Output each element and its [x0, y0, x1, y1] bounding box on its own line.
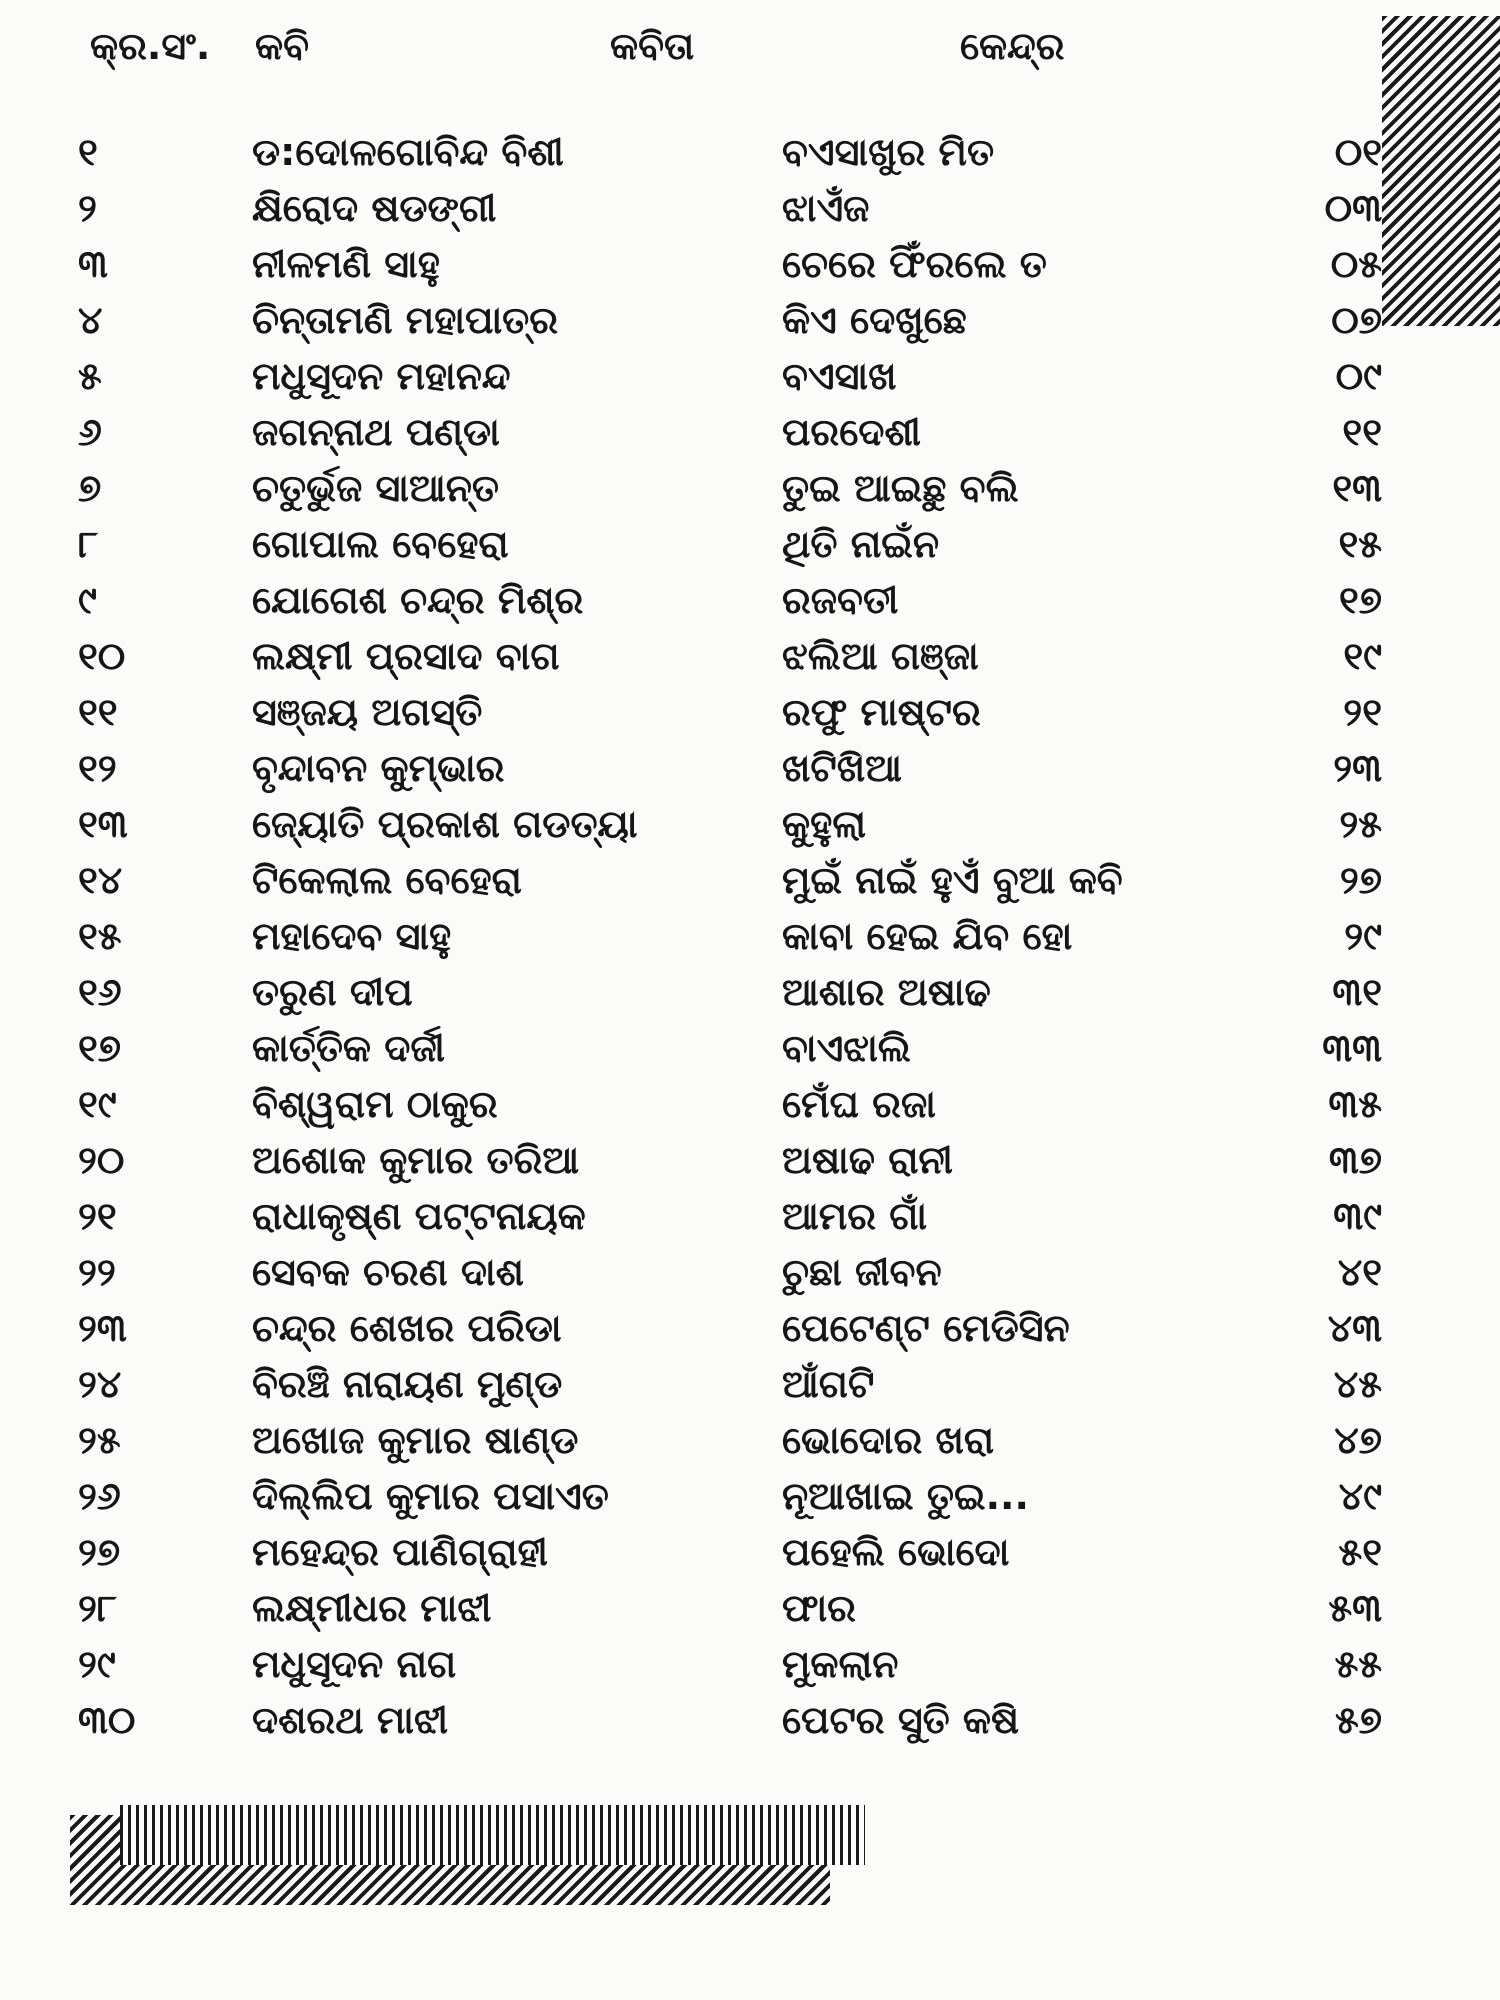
contents-table — [0, 124, 1500, 1748]
table-row — [0, 796, 1500, 852]
poet-name: ଅଶୋକ କୁମାର ତରିଆ — [252, 1138, 580, 1182]
table-header — [0, 14, 1500, 84]
serial-number: ୧୧ — [78, 690, 118, 734]
serial-number: ୧୪ — [78, 858, 123, 902]
page-number: ୪୫ — [1333, 1362, 1382, 1406]
poet-name: ଗୋପାଲ ବେହେରା — [252, 522, 509, 566]
serial-number: ୩ — [78, 242, 108, 286]
poem-title: ପରଦେଶୀ — [782, 410, 921, 454]
table-row — [0, 1692, 1500, 1748]
poem-title: ରଫୁ ମାଷ୍ଟର — [782, 690, 981, 734]
header-serial: କ୍ର.ସଂ. — [90, 24, 211, 68]
serial-number: ୨୮ — [78, 1586, 117, 1630]
table-row — [0, 572, 1500, 628]
page-number: ୧୭ — [1338, 578, 1382, 622]
poet-name: ଜଗନ୍ନାଥ ପଣ୍ଡା — [252, 410, 500, 454]
page-number: ୪୭ — [1334, 1418, 1382, 1462]
serial-number: ୬ — [78, 410, 102, 454]
poet-name: ମହାଦେବ ସାହୁ — [252, 914, 452, 958]
poet-name: ମହେନ୍ଦ୍ର ପାଣିଗ୍ରାହୀ — [252, 1530, 548, 1574]
poet-name: ଯୋଗେଶ ଚନ୍ଦ୍ର ମିଶ୍ର — [252, 578, 584, 622]
table-row — [0, 292, 1500, 348]
serial-number: ୯ — [78, 578, 97, 622]
table-row — [0, 180, 1500, 236]
table-row — [0, 1132, 1500, 1188]
page-number: ୧୩ — [1332, 466, 1382, 510]
poem-title: ଫାର — [782, 1586, 856, 1630]
poem-title: ଝଲିଆ ଗଞ୍ଜା — [782, 634, 979, 678]
poem-title: କୁହୁଲା — [782, 802, 866, 846]
poem-title: ଝାଏଁଜ — [782, 186, 870, 230]
poet-name: ଟିକେଲାଲ ବେହେରା — [252, 858, 522, 902]
serial-number: ୨୨ — [78, 1250, 116, 1294]
serial-number: ୧୦ — [78, 634, 126, 678]
table-row — [0, 460, 1500, 516]
poem-title: ପହେଲି ଭୋଦୋ — [782, 1530, 1010, 1574]
page-number: ୦୧ — [1334, 130, 1382, 174]
table-row — [0, 740, 1500, 796]
poem-title: ମୁକଲାନ — [782, 1642, 899, 1686]
page-number: ୦୯ — [1335, 354, 1382, 398]
poet-name: ବିଶ୍ୱରାମ ଠାକୁର — [252, 1082, 498, 1126]
table-row — [0, 124, 1500, 180]
page-number: ୩୫ — [1328, 1082, 1382, 1126]
table-row — [0, 516, 1500, 572]
poet-name: ବୃନ୍ଦାବନ କୁମ୍ଭାର — [252, 746, 505, 790]
page-number: ୦୫ — [1330, 242, 1382, 286]
poem-title: ମେଁଘ ରଜା — [782, 1082, 936, 1126]
page-number: ୩୧ — [1332, 970, 1382, 1014]
poem-title: ଚୁଛା ଜୀବନ — [782, 1250, 942, 1294]
header-poet: କବି — [255, 24, 309, 68]
poet-name: ଚନ୍ଦ୍ର ଶେଖର ପରିଡା — [252, 1306, 562, 1350]
poet-name: ଚତୁର୍ଭୁଜ ସାଆନ୍ତ — [252, 466, 500, 510]
table-row — [0, 1300, 1500, 1356]
table-row — [0, 628, 1500, 684]
page-number: ୫୧ — [1338, 1530, 1382, 1574]
poem-title: ଭୋଦୋର ଖରା — [782, 1418, 995, 1462]
poet-name: ବିରଞ୍ଚି ନାରାୟଣ ମୁଣ୍ଡ — [252, 1362, 563, 1406]
poet-name: ସେବକ ଚରଣ ଦାଶ — [252, 1250, 524, 1294]
page-number: ୧୧ — [1342, 410, 1382, 454]
poet-name: ଡ:ଦୋଳଗୋବିନ୍ଦ ବିଶୀ — [252, 130, 564, 174]
table-row — [0, 348, 1500, 404]
poem-title: ତୁଇ ଆଇଛୁ ବଲି — [782, 466, 1019, 510]
poet-name: ଦଶରଥ ମାଝୀ — [252, 1698, 449, 1742]
table-row — [0, 908, 1500, 964]
page-number: ୩୯ — [1333, 1194, 1382, 1238]
poem-title: ଆମର ଗାଁ — [782, 1194, 928, 1238]
page-number: ୫୭ — [1335, 1698, 1382, 1742]
table-row — [0, 964, 1500, 1020]
serial-number: ୨୩ — [78, 1306, 127, 1350]
page-number: ୫୫ — [1334, 1642, 1382, 1686]
poem-title: ମୁଇଁ ନାଇଁ ହୁଏଁ ବୁଆ କବି — [782, 858, 1123, 902]
poet-name: ଜ୍ୟୋତି ପ୍ରକାଶ ଗଡତ୍ୟା — [252, 802, 638, 846]
serial-number: ୨୧ — [78, 1194, 117, 1238]
table-row — [0, 236, 1500, 292]
poem-title: କିଏ ଦେଖୁଛେ — [782, 298, 967, 342]
poem-title: କାବା ହେଇ ଯିବ ହୋ — [782, 914, 1073, 958]
page-number: ୨୧ — [1343, 690, 1382, 734]
page-number: ୨୭ — [1339, 858, 1382, 902]
poem-title: ରଜବତୀ — [782, 578, 899, 622]
serial-number: ୫ — [78, 354, 102, 398]
table-row — [0, 404, 1500, 460]
serial-number: ୨ — [78, 186, 97, 230]
table-row — [0, 1076, 1500, 1132]
poem-title: ବାଏଝାଲି — [782, 1026, 911, 1070]
serial-number: ୧୯ — [78, 1082, 117, 1126]
serial-number: ୨୯ — [78, 1642, 116, 1686]
table-row — [0, 1188, 1500, 1244]
serial-number: ୭ — [78, 466, 102, 510]
table-row — [0, 1468, 1500, 1524]
serial-number: ୮ — [78, 522, 98, 566]
poet-name: ସଞ୍ଜୟ ଅଗସ୍ତି — [252, 690, 483, 734]
page-number: ୨୫ — [1339, 802, 1382, 846]
poem-title: ପେଟେଣ୍ଟ ମେଡିସିନ — [782, 1306, 1070, 1350]
poet-name: ଲକ୍ଷ୍ମୀଧର ମାଝୀ — [252, 1586, 492, 1630]
serial-number: ୨୦ — [78, 1138, 125, 1182]
serial-number: ୧୫ — [78, 914, 122, 958]
serial-number: ୨୬ — [78, 1474, 121, 1518]
table-row — [0, 1524, 1500, 1580]
poet-name: ଲକ୍ଷ୍ମୀ ପ୍ରସାଦ ବାଗ — [252, 634, 560, 678]
page-number: ୪୯ — [1338, 1474, 1382, 1518]
table-row — [0, 1356, 1500, 1412]
serial-number: ୨୫ — [78, 1418, 121, 1462]
poet-name: ମଧୁସୂଦନ ନାଗ — [252, 1642, 457, 1686]
serial-number: ୧୨ — [78, 746, 117, 790]
table-row — [0, 1020, 1500, 1076]
poet-name: ତରୁଣ ଦୀପ — [252, 970, 413, 1014]
poem-title: ଖଟିଖିଆ — [782, 746, 902, 790]
page-number: ୨୯ — [1344, 914, 1382, 958]
poem-title: ନୂଆଖାଇ ତୁଇ... — [782, 1474, 1029, 1518]
page-number: ୩୭ — [1328, 1138, 1382, 1182]
poet-name: ନୀଳମଣି ସାହୁ — [252, 242, 440, 286]
decorative-bars-bottom — [120, 1805, 865, 1865]
serial-number: ୩୦ — [78, 1698, 136, 1742]
poem-title: ଚେରେ ଫିଁରଲେ ତ — [782, 242, 1047, 286]
header-poem: କବିତା — [610, 24, 695, 68]
poet-name: କାର୍ତ୍ତିକ ଦର୍ଜୀ — [252, 1026, 445, 1070]
poem-title: ଆଶାର ଅଷାଢ — [782, 970, 991, 1014]
poet-name: ମଧୁସୂଦନ ମହାନନ୍ଦ — [252, 354, 511, 398]
poet-name: ଚିନ୍ତାମଣି ମହାପାତ୍ର — [252, 298, 559, 342]
page-number: ୪୧ — [1337, 1250, 1382, 1294]
poem-title: ଆଁଗଟି — [782, 1362, 875, 1406]
table-row — [0, 1412, 1500, 1468]
page-number: ୪୩ — [1327, 1306, 1382, 1350]
poem-title: ଥିତି ନାଇଁନ — [782, 522, 940, 566]
poem-title: ଅଷାଢ ରାନୀ — [782, 1138, 953, 1182]
poem-title: ବଏସାଖୁର ମିତ — [782, 130, 995, 174]
table-row — [0, 684, 1500, 740]
serial-number: ୧୭ — [78, 1026, 122, 1070]
table-row — [0, 1636, 1500, 1692]
page-number: ୧୫ — [1338, 522, 1382, 566]
serial-number: ୧ — [78, 130, 98, 174]
page-number: ୨୩ — [1333, 746, 1382, 790]
poet-name: ଅଖୋଜ କୁମାର ଷାଣ୍ଡ — [252, 1418, 579, 1462]
serial-number: ୧୬ — [78, 970, 122, 1014]
serial-number: ୪ — [78, 298, 103, 342]
page-number: ୫୩ — [1328, 1586, 1382, 1630]
page-number: ୧୯ — [1343, 634, 1382, 678]
poet-name: ଦିଲ୍ଲିପ କୁମାର ପସାଏତ — [252, 1474, 609, 1518]
poem-title: ବଏସାଖ — [782, 354, 897, 398]
header-center: କେନ୍ଦ୍ର — [960, 24, 1065, 68]
table-row — [0, 852, 1500, 908]
page-number: ୦୭ — [1331, 298, 1382, 342]
poet-name: ରାଧାକୃଷ୍ଣ ପଟ୍ଟନାୟକ — [252, 1194, 586, 1238]
table-row — [0, 1244, 1500, 1300]
page-number: ୩୩ — [1322, 1026, 1382, 1070]
serial-number: ୨୪ — [78, 1362, 122, 1406]
serial-number: ୧୩ — [78, 802, 128, 846]
page-number: ୦୩ — [1324, 186, 1382, 230]
table-row — [0, 1580, 1500, 1636]
poet-name: କ୍ଷିରୋଦ ଷଡଙ୍ଗୀ — [252, 186, 497, 230]
serial-number: ୨୭ — [78, 1530, 121, 1574]
poem-title: ପେଟର ସୁତି କଷି — [782, 1698, 1020, 1742]
